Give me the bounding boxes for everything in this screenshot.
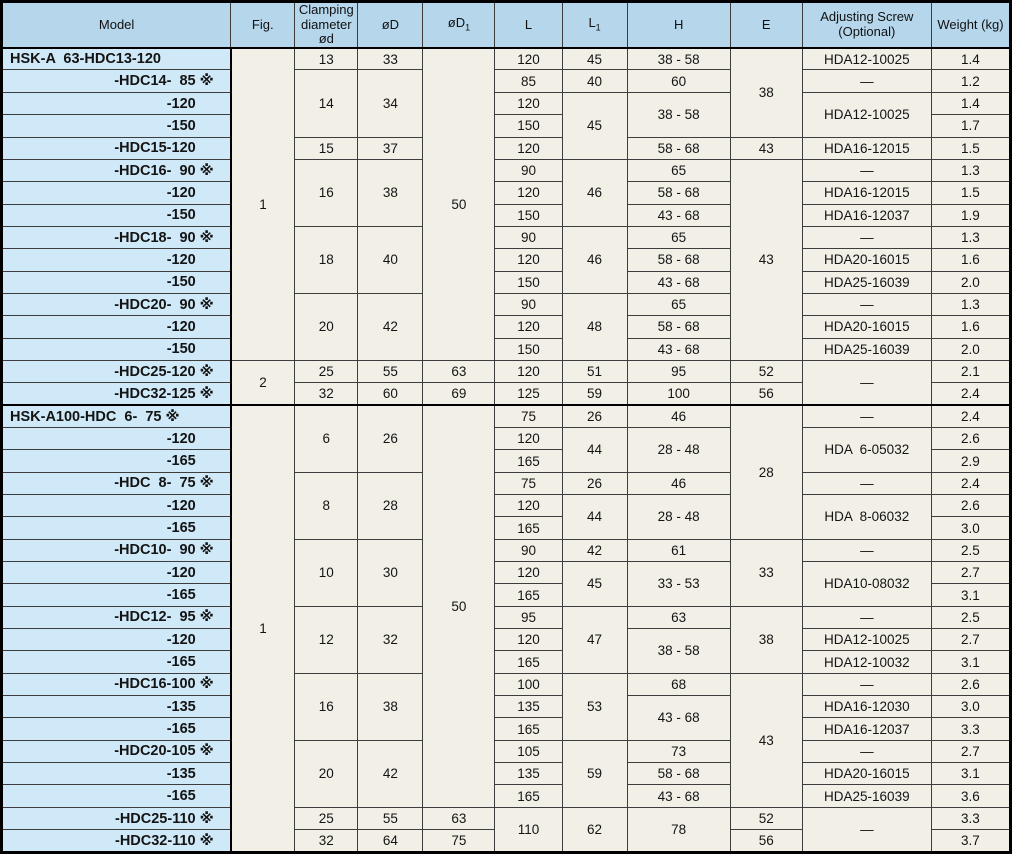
col-header-E: E: [730, 2, 802, 48]
spec-value-cell: 120: [495, 316, 562, 338]
spec-value-cell: 95: [627, 360, 730, 382]
spec-value-cell: —: [802, 293, 931, 315]
table-row: [2, 629, 1011, 651]
spec-value-cell: 43: [730, 159, 802, 360]
spec-value-cell: 65: [627, 293, 730, 315]
spec-table-body: [2, 48, 1011, 853]
spec-value-cell: 37: [358, 137, 423, 159]
col-header-oD1-subscript: 1: [465, 23, 471, 34]
spec-value-cell: 2.1: [931, 360, 1010, 382]
table-row: [2, 696, 1011, 718]
spec-value-cell: 120: [495, 92, 562, 114]
spec-value-cell: 135: [495, 763, 562, 785]
table-row: [2, 673, 1011, 695]
spec-value-cell: 90: [495, 226, 562, 248]
spec-value-cell: 125: [495, 383, 562, 405]
spec-value-cell: 43 - 68: [627, 785, 730, 807]
spec-value-cell: 43 - 68: [627, 696, 730, 741]
spec-value-cell: 52: [730, 807, 802, 829]
spec-value-cell: 56: [730, 830, 802, 853]
spec-value-cell: 1.4: [931, 92, 1010, 114]
spec-value-cell: 110: [495, 807, 562, 852]
spec-value-cell: —: [802, 606, 931, 628]
spec-value-cell: 75: [423, 830, 495, 853]
table-row: [2, 740, 1011, 762]
spec-value-cell: 16: [295, 673, 358, 740]
spec-value-cell: 120: [495, 48, 562, 70]
spec-value-cell: —: [802, 405, 931, 427]
model-cell: -135: [2, 696, 231, 718]
table-row: [2, 293, 1011, 315]
table-row: [2, 92, 1011, 114]
spec-value-cell: —: [802, 159, 931, 181]
spec-value-cell: 38 - 58: [627, 48, 730, 70]
spec-value-cell: 6: [295, 405, 358, 472]
spec-value-cell: 1.5: [931, 137, 1010, 159]
spec-value-cell: 68: [627, 673, 730, 695]
spec-value-cell: 120: [495, 427, 562, 449]
spec-value-cell: 28: [358, 472, 423, 539]
table-row: [2, 137, 1011, 159]
model-cell: HSK-A100-HDC 6- 75 ※: [2, 405, 231, 427]
spec-value-cell: 43: [730, 137, 802, 159]
spec-value-cell: 47: [562, 606, 627, 673]
model-cell: -HDC32-110 ※: [2, 830, 231, 853]
spec-value-cell: 75: [495, 405, 562, 427]
col-header-model: Model: [2, 2, 231, 48]
model-cell: -165: [2, 517, 231, 539]
spec-value-cell: 2.7: [931, 629, 1010, 651]
spec-value-cell: 46: [562, 159, 627, 226]
spec-value-cell: 43 - 68: [627, 338, 730, 360]
spec-value-cell: 2.7: [931, 740, 1010, 762]
model-cell: -HDC25-120 ※: [2, 360, 231, 382]
col-header-L1-text: L: [588, 15, 596, 31]
spec-value-cell: 120: [495, 562, 562, 584]
table-row: [2, 562, 1011, 584]
table-row: [2, 718, 1011, 740]
spec-value-cell: 38: [730, 48, 802, 137]
spec-value-cell: 73: [627, 740, 730, 762]
model-cell: HSK-A 63-HDC13-120: [2, 48, 231, 70]
spec-value-cell: 51: [562, 360, 627, 382]
spec-value-cell: 165: [495, 450, 562, 472]
model-cell: -165: [2, 584, 231, 606]
spec-value-cell: 165: [495, 584, 562, 606]
spec-value-cell: 40: [562, 70, 627, 92]
spec-value-cell: HDA12-10025: [802, 92, 931, 137]
spec-value-cell: 120: [495, 182, 562, 204]
spec-value-cell: 1.6: [931, 316, 1010, 338]
spec-value-cell: 150: [495, 204, 562, 226]
spec-value-cell: 135: [495, 696, 562, 718]
spec-value-cell: —: [802, 360, 931, 405]
table-row: [2, 785, 1011, 807]
spec-value-cell: 3.7: [931, 830, 1010, 853]
spec-value-cell: 165: [495, 517, 562, 539]
spec-value-cell: 2.4: [931, 472, 1010, 494]
table-row: [2, 182, 1011, 204]
spec-value-cell: 55: [358, 807, 423, 829]
spec-value-cell: 63: [423, 807, 495, 829]
table-row: [2, 316, 1011, 338]
spec-value-cell: HDA25-16039: [802, 338, 931, 360]
spec-value-cell: 50: [423, 48, 495, 361]
spec-value-cell: 50: [423, 405, 495, 807]
model-cell: -165: [2, 718, 231, 740]
col-header-adjusting-screw: Adjusting Screw (Optional): [802, 2, 931, 48]
table-row: [2, 338, 1011, 360]
spec-value-cell: 38: [358, 673, 423, 740]
spec-value-cell: 65: [627, 159, 730, 181]
spec-value-cell: 90: [495, 539, 562, 561]
spec-value-cell: 56: [730, 383, 802, 405]
col-header-oD1-text: øD: [447, 15, 466, 31]
spec-value-cell: 2: [231, 360, 295, 405]
table-row: [2, 472, 1011, 494]
spec-value-cell: HDA16-12030: [802, 696, 931, 718]
spec-value-cell: 38: [730, 606, 802, 673]
spec-value-cell: 42: [562, 539, 627, 561]
table-row: [2, 651, 1011, 673]
spec-value-cell: HDA16-12037: [802, 204, 931, 226]
spec-value-cell: 1.5: [931, 182, 1010, 204]
col-header-L1-subscript: 1: [595, 23, 601, 34]
spec-value-cell: 42: [358, 740, 423, 807]
spec-value-cell: HDA16-12037: [802, 718, 931, 740]
model-cell: -165: [2, 651, 231, 673]
table-row: [2, 807, 1011, 829]
spec-value-cell: 26: [358, 405, 423, 472]
model-cell: -120: [2, 249, 231, 271]
col-header-weight: Weight (kg): [931, 2, 1010, 48]
spec-value-cell: 120: [495, 137, 562, 159]
spec-value-cell: 120: [495, 360, 562, 382]
spec-value-cell: 1.3: [931, 226, 1010, 248]
spec-value-cell: 59: [562, 383, 627, 405]
spec-value-cell: 75: [495, 472, 562, 494]
model-cell: -HDC12- 95 ※: [2, 606, 231, 628]
spec-value-cell: 150: [495, 271, 562, 293]
spec-value-cell: HDA25-16039: [802, 785, 931, 807]
table-row: [2, 204, 1011, 226]
spec-value-cell: 3.0: [931, 696, 1010, 718]
col-header-clamping-diameter: Clamping diameter ød: [295, 2, 358, 48]
spec-value-cell: —: [802, 740, 931, 762]
table-row: [2, 159, 1011, 181]
model-cell: -120: [2, 495, 231, 517]
table-row: [2, 271, 1011, 293]
spec-value-cell: 65: [627, 226, 730, 248]
spec-value-cell: 46: [562, 226, 627, 293]
spec-value-cell: 40: [358, 226, 423, 293]
spec-value-cell: 2.5: [931, 539, 1010, 561]
spec-value-cell: HDA16-12015: [802, 137, 931, 159]
spec-value-cell: —: [802, 472, 931, 494]
spec-value-cell: 2.0: [931, 271, 1010, 293]
model-cell: -HDC20-105 ※: [2, 740, 231, 762]
spec-value-cell: HDA16-12015: [802, 182, 931, 204]
spec-value-cell: 45: [562, 48, 627, 70]
model-cell: -120: [2, 92, 231, 114]
model-cell: -150: [2, 115, 231, 137]
table-row: [2, 226, 1011, 248]
spec-value-cell: 2.6: [931, 673, 1010, 695]
spec-value-cell: 58 - 68: [627, 763, 730, 785]
spec-value-cell: 45: [562, 562, 627, 607]
spec-value-cell: 28: [730, 405, 802, 539]
table-row: [2, 249, 1011, 271]
header-row: [2, 2, 1011, 48]
spec-value-cell: —: [802, 807, 931, 852]
spec-value-cell: 58 - 68: [627, 316, 730, 338]
spec-value-cell: 1: [231, 48, 295, 361]
spec-value-cell: —: [802, 226, 931, 248]
table-row: [2, 405, 1011, 427]
spec-value-cell: —: [802, 70, 931, 92]
model-cell: -150: [2, 338, 231, 360]
spec-value-cell: HDA 6-05032: [802, 427, 931, 472]
spec-value-cell: 1: [231, 405, 295, 852]
spec-value-cell: 33: [730, 539, 802, 606]
spec-value-cell: HDA25-16039: [802, 271, 931, 293]
table-row: [2, 48, 1011, 70]
model-cell: -HDC15-120: [2, 137, 231, 159]
col-header-oD: øD: [358, 2, 423, 48]
spec-value-cell: 10: [295, 539, 358, 606]
col-header-fig: Fig.: [231, 2, 295, 48]
spec-value-cell: 1.4: [931, 48, 1010, 70]
spec-value-cell: 43: [730, 673, 802, 807]
spec-value-cell: HDA12-10025: [802, 48, 931, 70]
spec-value-cell: 38: [358, 159, 423, 226]
spec-value-cell: 53: [562, 673, 627, 740]
spec-value-cell: 85: [495, 70, 562, 92]
spec-value-cell: 61: [627, 539, 730, 561]
spec-value-cell: HDA12-10032: [802, 651, 931, 673]
spec-value-cell: —: [802, 673, 931, 695]
spec-value-cell: 60: [358, 383, 423, 405]
spec-value-cell: HDA20-16015: [802, 249, 931, 271]
spec-value-cell: 3.1: [931, 763, 1010, 785]
table-row: [2, 360, 1011, 382]
spec-value-cell: 46: [627, 472, 730, 494]
spec-value-cell: 46: [627, 405, 730, 427]
table-row: [2, 606, 1011, 628]
model-cell: -120: [2, 427, 231, 449]
spec-value-cell: 58 - 68: [627, 182, 730, 204]
spec-value-cell: 18: [295, 226, 358, 293]
spec-value-cell: 25: [295, 807, 358, 829]
spec-value-cell: 3.1: [931, 651, 1010, 673]
spec-value-cell: 33 - 53: [627, 562, 730, 607]
spec-value-cell: 1.7: [931, 115, 1010, 137]
spec-value-cell: 28 - 48: [627, 427, 730, 472]
spec-value-cell: 38 - 58: [627, 92, 730, 137]
model-cell: -120: [2, 562, 231, 584]
spec-value-cell: 1.2: [931, 70, 1010, 92]
model-cell: -HDC20- 90 ※: [2, 293, 231, 315]
spec-value-cell: 43 - 68: [627, 204, 730, 226]
spec-value-cell: 30: [358, 539, 423, 606]
spec-value-cell: 44: [562, 495, 627, 540]
spec-value-cell: 1.6: [931, 249, 1010, 271]
spec-value-cell: HDA20-16015: [802, 763, 931, 785]
spec-value-cell: 62: [562, 807, 627, 852]
spec-value-cell: 25: [295, 360, 358, 382]
spec-value-cell: 90: [495, 293, 562, 315]
table-row: [2, 539, 1011, 561]
spec-value-cell: 2.6: [931, 495, 1010, 517]
spec-value-cell: 33: [358, 48, 423, 70]
spec-value-cell: 150: [495, 115, 562, 137]
spec-value-cell: 100: [627, 383, 730, 405]
spec-value-cell: 42: [358, 293, 423, 360]
spec-value-cell: 3.3: [931, 807, 1010, 829]
spec-value-cell: 43 - 68: [627, 271, 730, 293]
spec-value-cell: 32: [295, 830, 358, 853]
spec-value-cell: 2.9: [931, 450, 1010, 472]
model-cell: -HDC16-100 ※: [2, 673, 231, 695]
spec-value-cell: 100: [495, 673, 562, 695]
spec-value-cell: 165: [495, 718, 562, 740]
spec-value-cell: 32: [358, 606, 423, 673]
spec-value-cell: 52: [730, 360, 802, 382]
col-header-H: H: [627, 2, 730, 48]
spec-value-cell: 26: [562, 405, 627, 427]
spec-value-cell: 64: [358, 830, 423, 853]
model-cell: -HDC32-125 ※: [2, 383, 231, 405]
spec-value-cell: 63: [423, 360, 495, 382]
spec-value-cell: 69: [423, 383, 495, 405]
table-row: [2, 495, 1011, 517]
table-row: [2, 427, 1011, 449]
spec-value-cell: 48: [562, 293, 627, 360]
spec-value-cell: HDA 8-06032: [802, 495, 931, 540]
spec-value-cell: 2.0: [931, 338, 1010, 360]
spec-value-cell: 15: [295, 137, 358, 159]
spec-value-cell: 90: [495, 159, 562, 181]
spec-value-cell: 165: [495, 651, 562, 673]
spec-value-cell: HDA12-10025: [802, 629, 931, 651]
col-header-L: L: [495, 2, 562, 48]
spec-value-cell: 3.1: [931, 584, 1010, 606]
spec-value-cell: 2.4: [931, 383, 1010, 405]
model-cell: -HDC10- 90 ※: [2, 539, 231, 561]
spec-value-cell: 1.9: [931, 204, 1010, 226]
spec-value-cell: 78: [627, 807, 730, 852]
model-cell: -135: [2, 763, 231, 785]
spec-value-cell: 3.6: [931, 785, 1010, 807]
spec-value-cell: HDA20-16015: [802, 316, 931, 338]
col-header-L1: [562, 2, 627, 48]
spec-value-cell: 3.0: [931, 517, 1010, 539]
model-cell: -120: [2, 629, 231, 651]
spec-value-cell: 165: [495, 785, 562, 807]
spec-value-cell: —: [802, 539, 931, 561]
table-row: [2, 70, 1011, 92]
spec-value-cell: 14: [295, 70, 358, 137]
model-cell: -120: [2, 316, 231, 338]
spec-value-cell: 55: [358, 360, 423, 382]
spec-value-cell: 59: [562, 740, 627, 807]
spec-value-cell: 38 - 58: [627, 629, 730, 674]
spec-value-cell: 3.3: [931, 718, 1010, 740]
model-cell: -HDC25-110 ※: [2, 807, 231, 829]
spec-value-cell: 1.3: [931, 293, 1010, 315]
model-cell: -HDC 8- 75 ※: [2, 472, 231, 494]
spec-value-cell: 12: [295, 606, 358, 673]
model-cell: -165: [2, 785, 231, 807]
model-cell: -150: [2, 204, 231, 226]
spec-value-cell: 2.4: [931, 405, 1010, 427]
spec-value-cell: 28 - 48: [627, 495, 730, 540]
spec-value-cell: 32: [295, 383, 358, 405]
spec-value-cell: 58 - 68: [627, 137, 730, 159]
spec-value-cell: 120: [495, 495, 562, 517]
spec-value-cell: 1.3: [931, 159, 1010, 181]
spec-value-cell: 150: [495, 338, 562, 360]
spec-value-cell: 2.5: [931, 606, 1010, 628]
spec-value-cell: 8: [295, 472, 358, 539]
spec-value-cell: 34: [358, 70, 423, 137]
model-cell: -165: [2, 450, 231, 472]
model-cell: -HDC14- 85 ※: [2, 70, 231, 92]
spec-value-cell: 2.7: [931, 562, 1010, 584]
spec-value-cell: 26: [562, 472, 627, 494]
spec-value-cell: 20: [295, 293, 358, 360]
spec-value-cell: 13: [295, 48, 358, 70]
table-row: [2, 763, 1011, 785]
model-cell: -HDC16- 90 ※: [2, 159, 231, 181]
col-header-oD1: [423, 2, 495, 48]
spec-value-cell: 2.6: [931, 427, 1010, 449]
spec-value-cell: 120: [495, 249, 562, 271]
spec-value-cell: 63: [627, 606, 730, 628]
spec-value-cell: 60: [627, 70, 730, 92]
spec-value-cell: 44: [562, 427, 627, 472]
model-cell: -150: [2, 271, 231, 293]
spec-value-cell: 58 - 68: [627, 249, 730, 271]
spec-value-cell: 95: [495, 606, 562, 628]
spec-value-cell: 16: [295, 159, 358, 226]
spec-value-cell: HDA10-08032: [802, 562, 931, 607]
spec-value-cell: 20: [295, 740, 358, 807]
model-cell: -120: [2, 182, 231, 204]
spec-value-cell: 120: [495, 629, 562, 651]
spec-value-cell: 45: [562, 92, 627, 159]
spec-value-cell: 105: [495, 740, 562, 762]
model-cell: -HDC18- 90 ※: [2, 226, 231, 248]
